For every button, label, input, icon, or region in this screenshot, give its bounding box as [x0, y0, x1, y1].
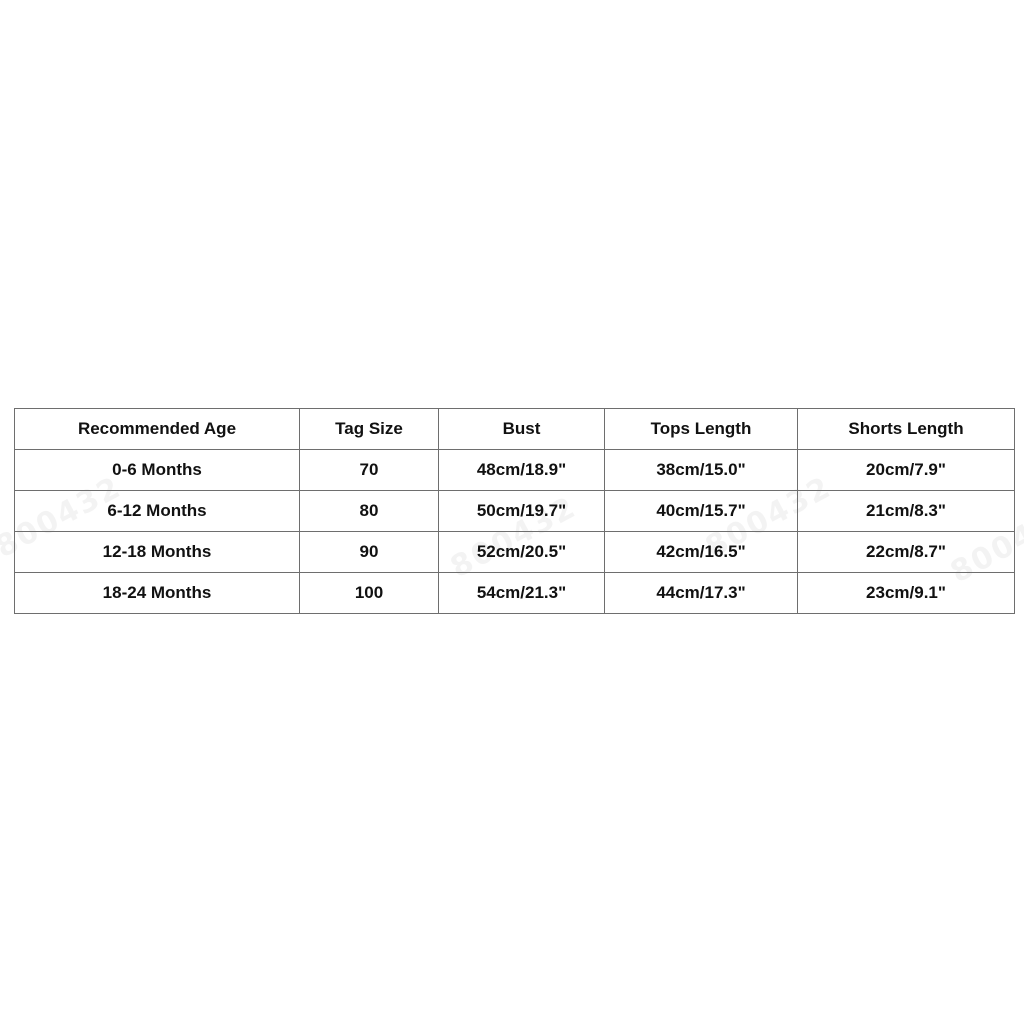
cell-age: 18-24 Months: [15, 573, 300, 614]
cell-tag-size: 70: [300, 450, 439, 491]
table-row: [15, 491, 1015, 532]
table-row: [15, 573, 1015, 614]
cell-tops-length: 42cm/16.5": [605, 532, 798, 573]
table-row: [15, 450, 1015, 491]
cell-tops-length: 38cm/15.0": [605, 450, 798, 491]
header-tag-size: Tag Size: [300, 409, 439, 450]
cell-bust: 50cm/19.7": [439, 491, 605, 532]
cell-tops-length: 40cm/15.7": [605, 491, 798, 532]
table-header-row: [15, 409, 1015, 450]
cell-age: 12-18 Months: [15, 532, 300, 573]
header-bust: Bust: [439, 409, 605, 450]
cell-age: 6-12 Months: [15, 491, 300, 532]
cell-age: 0-6 Months: [15, 450, 300, 491]
cell-bust: 48cm/18.9": [439, 450, 605, 491]
cell-bust: 52cm/20.5": [439, 532, 605, 573]
cell-shorts-length: 21cm/8.3": [798, 491, 1015, 532]
cell-shorts-length: 23cm/9.1": [798, 573, 1015, 614]
size-chart-table: [14, 408, 1015, 614]
header-tops-length: Tops Length: [605, 409, 798, 450]
cell-tag-size: 80: [300, 491, 439, 532]
table-row: [15, 532, 1015, 573]
header-recommended-age: Recommended Age: [15, 409, 300, 450]
cell-tag-size: 90: [300, 532, 439, 573]
cell-shorts-length: 20cm/7.9": [798, 450, 1015, 491]
header-shorts-length: Shorts Length: [798, 409, 1015, 450]
cell-shorts-length: 22cm/8.7": [798, 532, 1015, 573]
cell-tag-size: 100: [300, 573, 439, 614]
cell-tops-length: 44cm/17.3": [605, 573, 798, 614]
cell-bust: 54cm/21.3": [439, 573, 605, 614]
